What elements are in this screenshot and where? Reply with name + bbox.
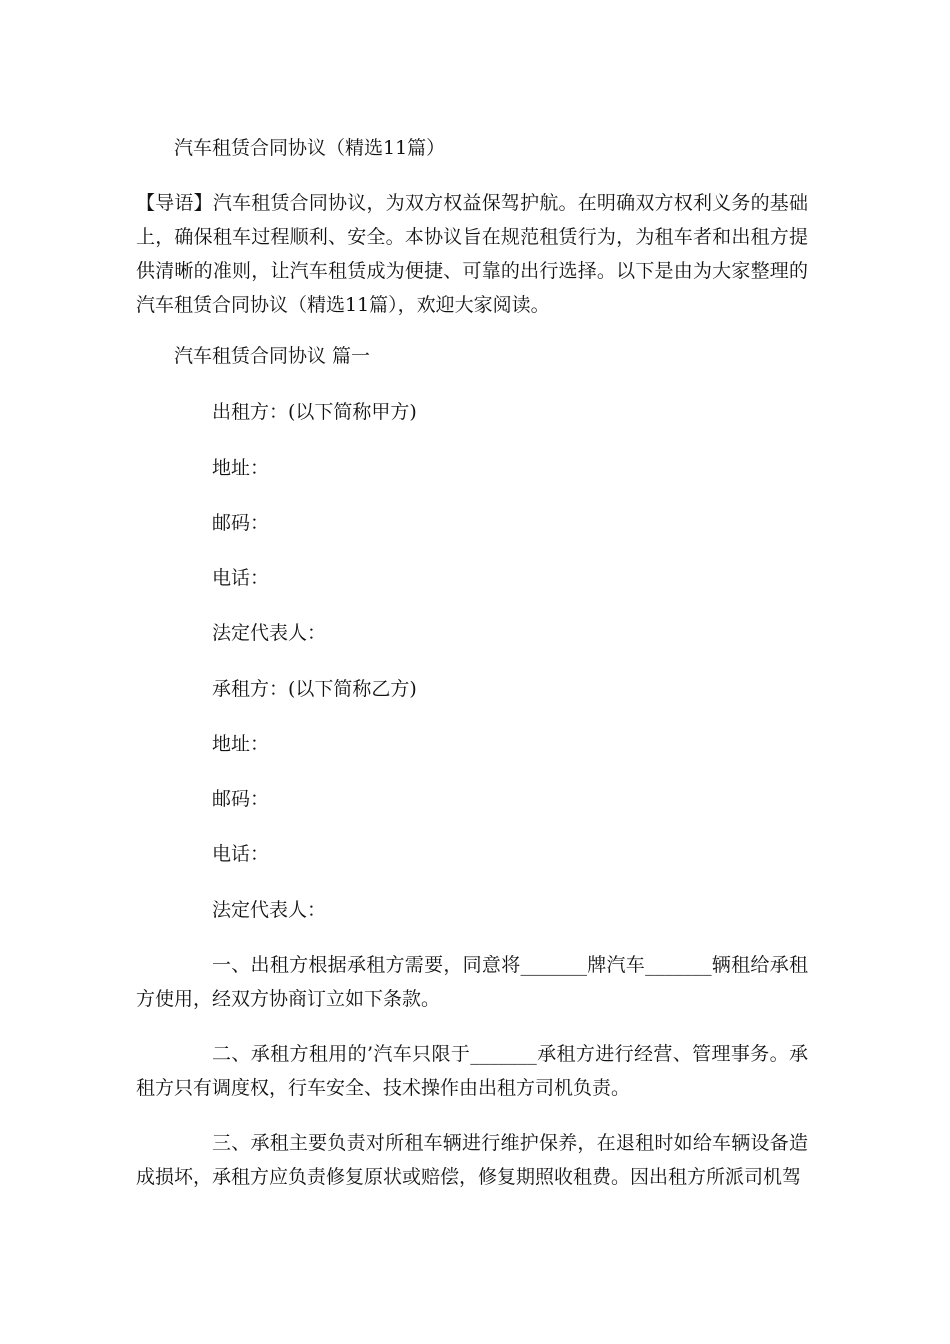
lessee-label: 承租方：(以下简称乙方) (212, 678, 417, 700)
lessee-phone: 电话： (212, 843, 270, 865)
section-title: 汽车租赁合同协议 篇一 (174, 345, 371, 367)
clause-2: 二、承租方租用的’汽车只限于_______承租方进行经营、管理事务。承租方只有调度权，行车安全、技术操作由出租方司机负责。 (136, 1043, 808, 1099)
document-title: 汽车租赁合同协议（精选11篇） (174, 137, 446, 159)
lessor-address: 地址： (212, 457, 270, 479)
lessee-legal-rep: 法定代表人： (212, 899, 327, 921)
clause-1: 一、出租方根据承租方需要，同意将_______牌汽车_______辆租给承租方使用，经双方协商订立如下条款。 (136, 954, 808, 1010)
intro-paragraph: 【导语】汽车租赁合同协议，为双方权益保驾护航。在明确双方权利义务的基础上，确保租车过程顺利、安全。本协议旨在规范租赁行为，为租车者和出租方提供清晰的准则，让汽车租赁成为便捷、可靠的出行选择。以下是由为大家整理的汽车租赁合同协议（精选11篇），欢迎大家阅读。 (136, 192, 808, 316)
lessee-address: 地址： (212, 733, 270, 755)
lessor-postcode: 邮码： (212, 512, 270, 534)
lessee-postcode: 邮码： (212, 788, 270, 810)
lessor-phone: 电话： (212, 567, 270, 589)
lessor-legal-rep: 法定代表人： (212, 622, 327, 644)
lessor-label: 出租方：(以下简称甲方) (212, 401, 417, 423)
clause-3: 三、承租主要负责对所租车辆进行维护保养，在退租时如给车辆设备造成损坏，承租方应负责修复原状或赔偿，修复期照收租费。因出租方所派司机驾 (136, 1132, 808, 1188)
